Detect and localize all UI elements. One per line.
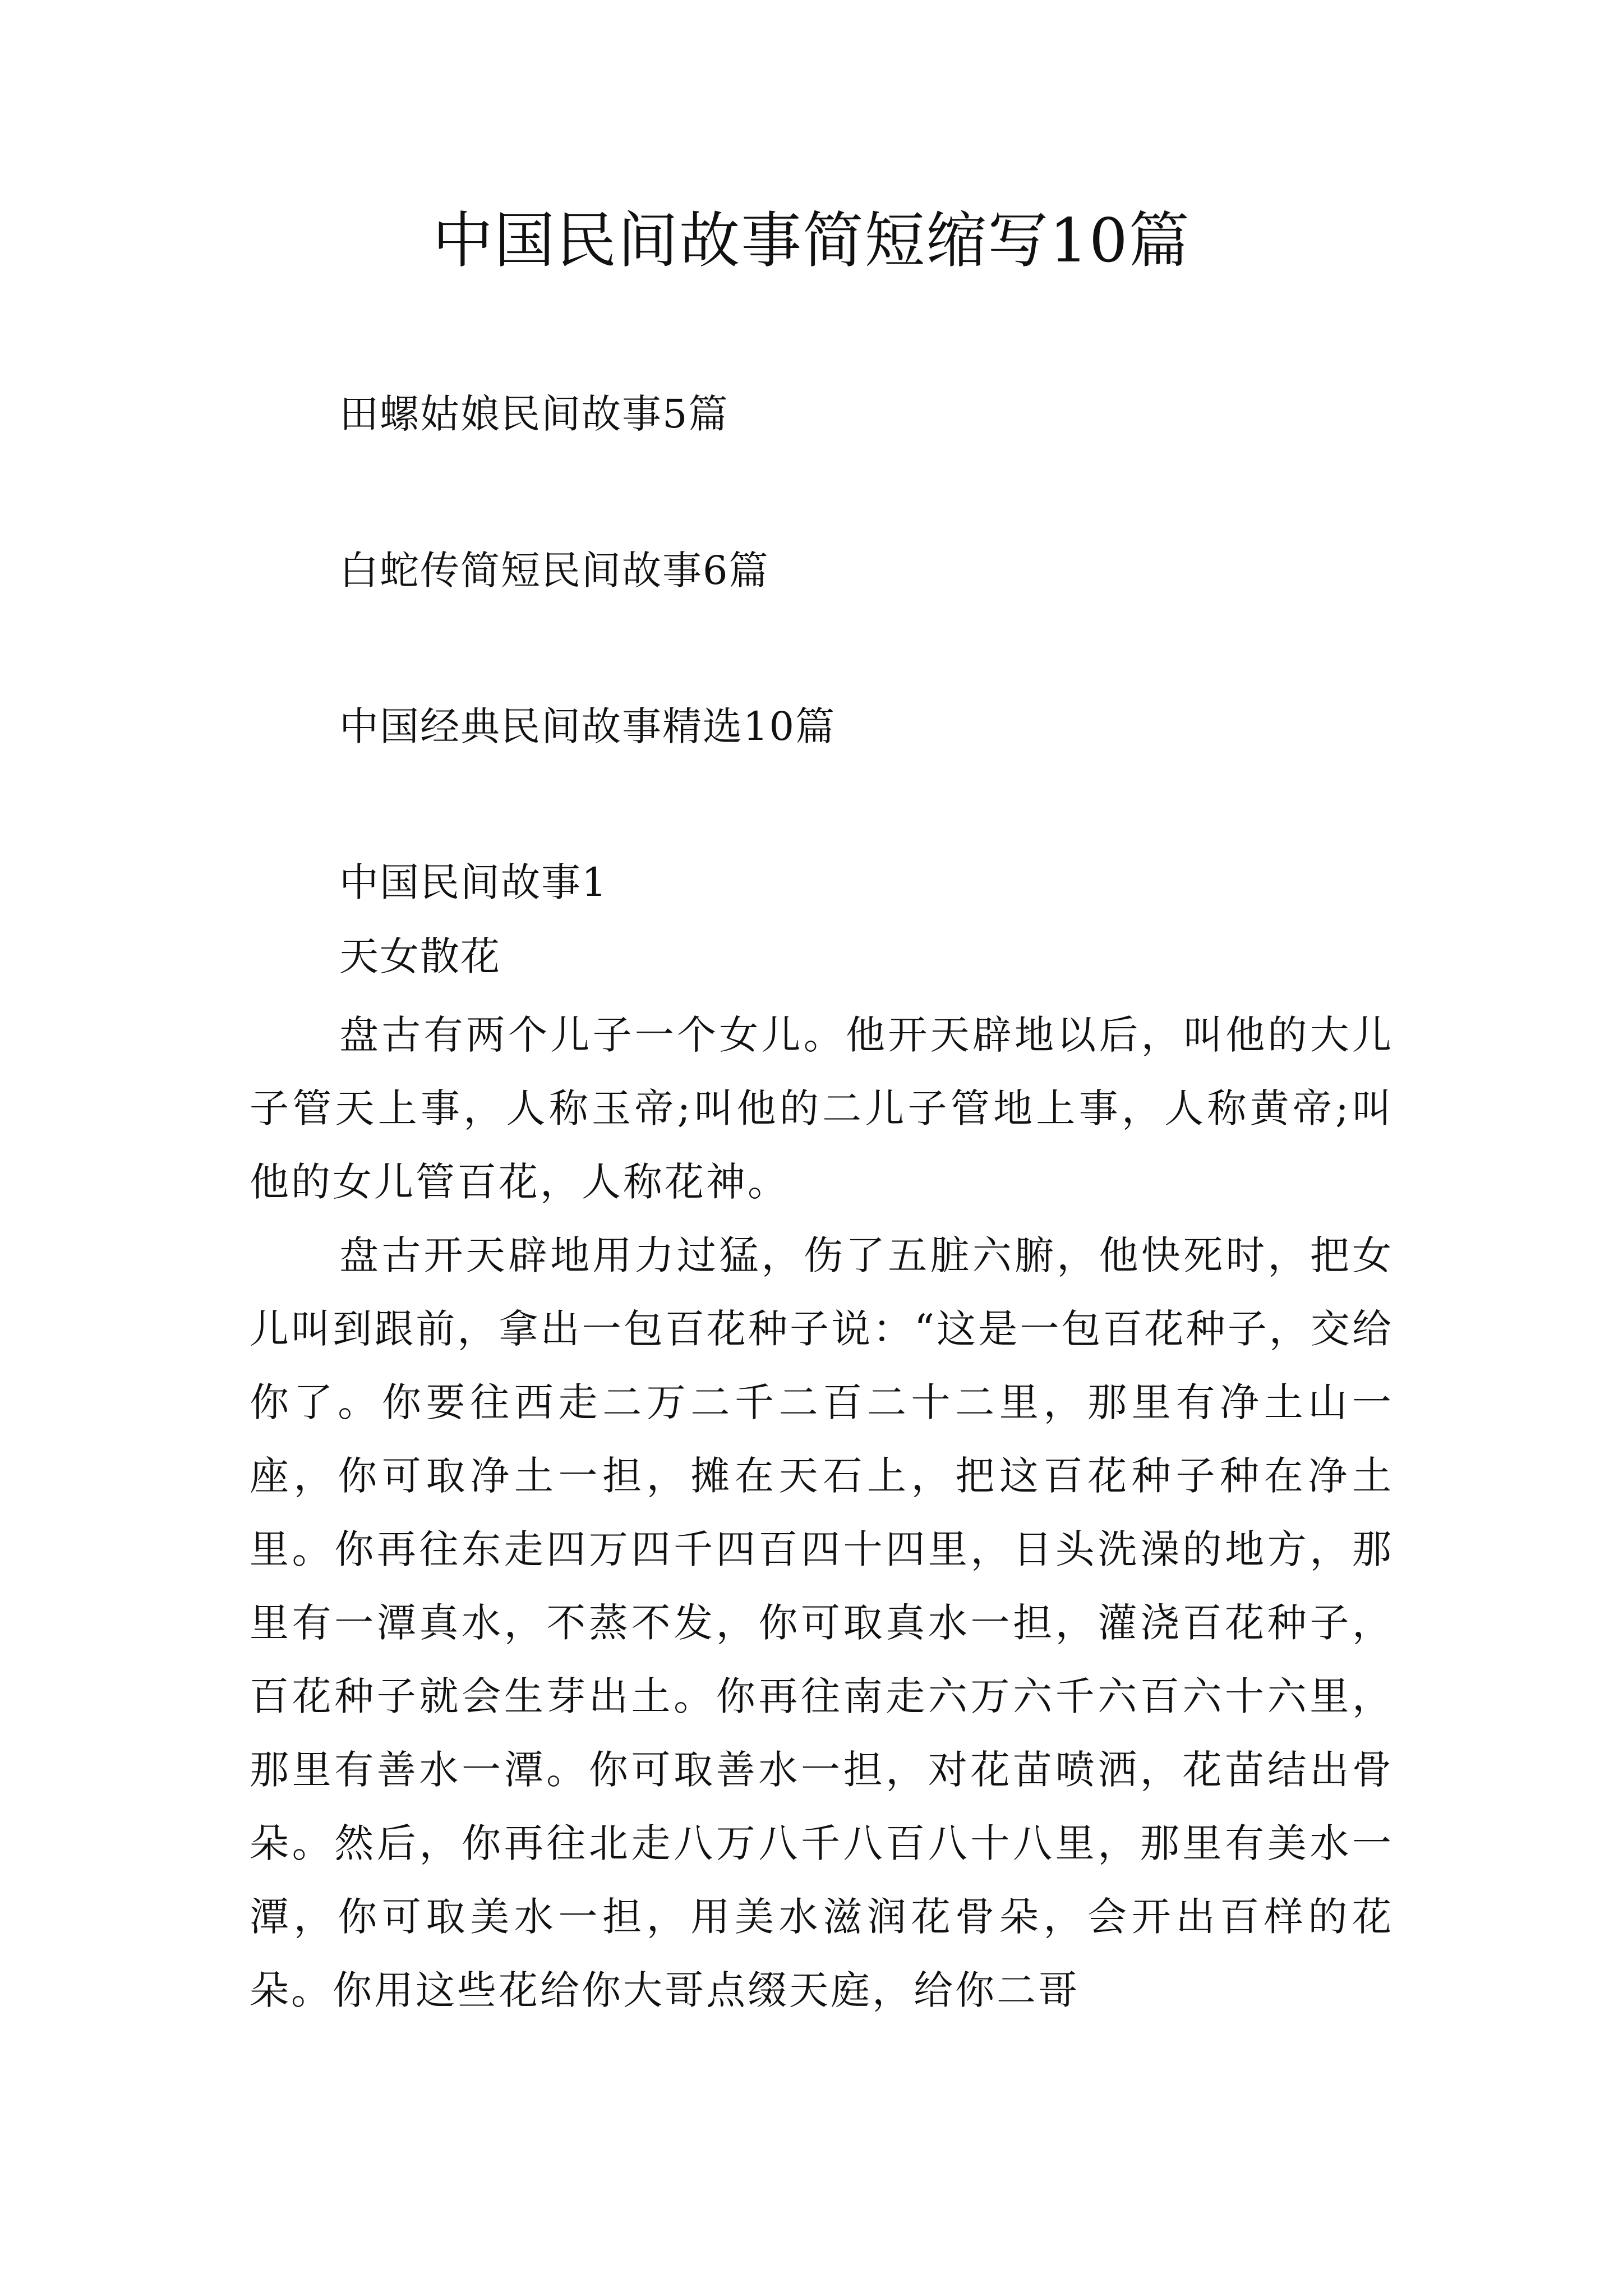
paragraph: 盘古有两个儿子一个女儿。他开天辟地以后，叫他的大儿子管天上事，人称玉帝;叫他的二儿子管地上事，人称黄帝;叫他的女儿管百花，人称花神。 [250,1012,1394,1205]
document-title: 中国民间故事简短缩写10篇 [432,206,1191,276]
related-article-link[interactable]: 白蛇传简短民间故事6篇 [339,547,769,593]
section-heading: 中国民间故事1 [339,859,608,905]
story-title: 天女散花 [339,933,501,979]
related-article-link[interactable]: 田螺姑娘民间故事5篇 [339,391,729,437]
related-article-link[interactable]: 中国经典民间故事精选10篇 [339,703,836,749]
paragraph: 盘古开天辟地用力过猛，伤了五脏六腑，他快死时，把女儿叫到跟前，拿出一包百花种子说：“这是一包百花种子，交给你了。你要往西走二万二千二百二十二里，那里有净土山一座，你可取净土一担，摊在天石上，把这百花种子种在净土里。你再往东走四万四千四百四十四里，日头洗澡的地方，那里有一潭真水，不蒸不发，你可取真水一担，灌浇百花种子，百花种子就会生芽出土。你再往南走六万六千六百六十六里，那里有善水一潭。你可取善水一担，对花苗喷洒，花苗结出骨朵。然后，你再往北走八万八千八百八十八里，那里有美水一潭，你可取美水一担，用美水滋润花骨朵，会开出百样的花朵。你用这些花给你大哥点缀天庭，给你二哥 [250,1232,1394,2013]
story-body [250,999,1394,2027]
